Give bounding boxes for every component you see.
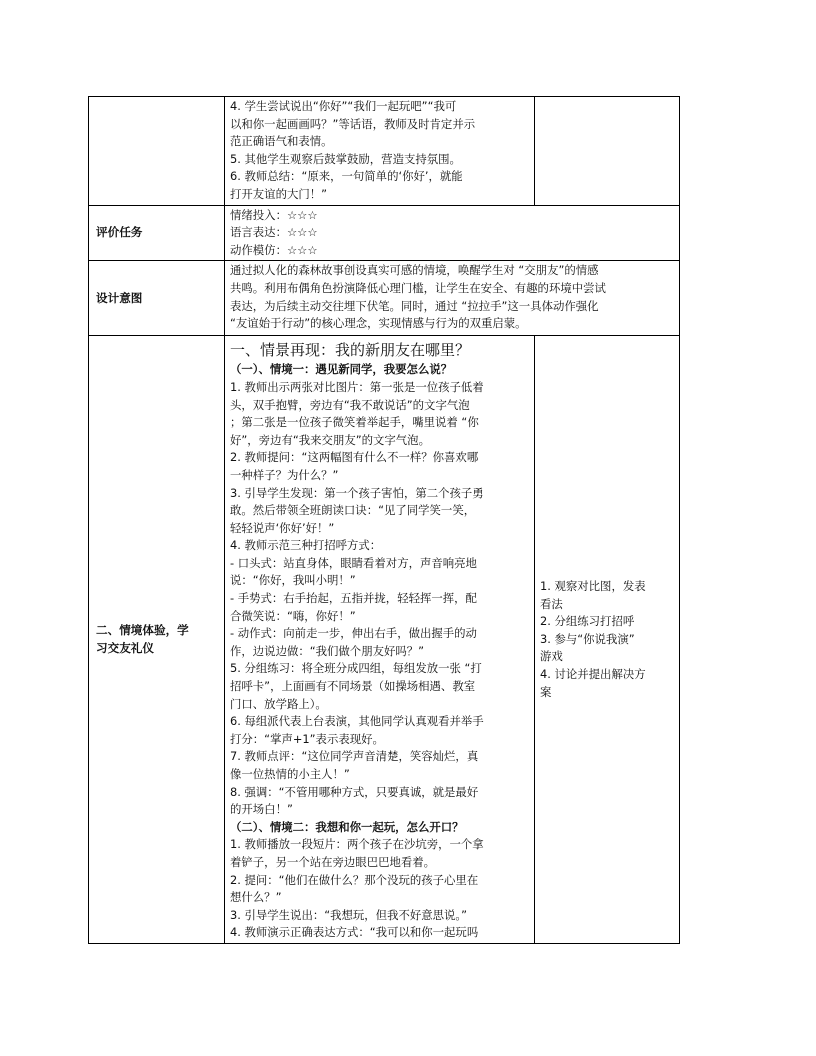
- text-line: ；第二张是一位孩子微笑着举起手，嘴里说着 “你: [230, 415, 479, 430]
- text-line: 着铲子，另一个站在旁边眼巴巴地看着。: [230, 854, 436, 869]
- activity-line: 游戏: [540, 649, 563, 664]
- activity-line: 4. 讨论并提出解决方: [540, 667, 646, 682]
- text-line: 敢。然后带领全班朗读口诀：“见了同学笑一笑，: [230, 503, 476, 518]
- text-line: 作，边说边做：“我们做个朋友好吗？”: [230, 643, 425, 658]
- text-line: 招呼卡”，上面画有不同场景（如操场相遇、教室: [230, 679, 476, 694]
- continuation-row: [89, 97, 680, 206]
- text-line: 2. 教师提问：“这两幅图有什么不一样？你喜欢哪: [230, 450, 479, 465]
- rating-line: 语言表达：☆☆☆: [230, 225, 318, 240]
- situation-experience-row: [89, 336, 680, 944]
- text-line: 3. 引导学生发现：第一个孩子害怕，第二个孩子勇: [230, 485, 484, 500]
- lesson-plan-table: [88, 96, 680, 944]
- design-intent-row: [89, 261, 680, 336]
- empty-notes-cell: [535, 97, 680, 206]
- rating-line: 动作模仿：☆☆☆: [230, 242, 318, 257]
- section-title: 一、情景再现：我的新朋友在哪里？: [230, 341, 471, 360]
- text-line: 4. 教师示范三种打招呼方式：: [230, 538, 382, 553]
- text-line: 的开场白！”: [230, 802, 293, 817]
- situation-content-cell: [225, 336, 535, 944]
- text-line: 以和你一起画画吗？”等话语，教师及时肯定并示: [230, 116, 476, 131]
- empty-label-cell: [89, 97, 225, 206]
- text-line: 6. 教师总结：“原来，一句简单的‘你好’，就能: [230, 169, 463, 184]
- text-line: 范正确语气和表情。: [230, 134, 333, 149]
- text-line: 4. 学生尝试说出“你好”“我们一起玩吧”“我可: [230, 99, 457, 113]
- text-line: 1. 教师出示两张对比图片：第一张是一位孩子低着: [230, 379, 484, 394]
- text-line: - 动作式：向前走一步，伸出右手，做出握手的动: [230, 626, 477, 641]
- text-line: 通过拟人化的森林故事创设真实可感的情境，唤醒学生对 “交朋友”的情感: [230, 263, 599, 278]
- text-line: 合微笑说：“嗨，你好！”: [230, 608, 356, 623]
- subsection-title: （一）、情境一：遇见新同学，我要怎么说？: [230, 362, 453, 377]
- label-line: 二、情境体验，学: [96, 623, 189, 638]
- student-activity-cell: [535, 336, 680, 944]
- label-line: 习交友礼仪: [96, 640, 154, 655]
- text-line: 好”，旁边有“我来交朋友”的文字气泡。: [230, 432, 430, 447]
- subsection-title: （二）、情境二：我想和你一起玩，怎么开口？: [230, 819, 464, 834]
- text-line: - 口头式：站直身体，眼睛看着对方，声音响亮地: [230, 555, 477, 570]
- text-line: 头，双手抱臂，旁边有“我不敢说话”的文字气泡: [230, 397, 470, 412]
- text-line: 轻轻说声‘你好’好！”: [230, 520, 335, 535]
- text-line: 1. 教师播放一段短片：两个孩子在沙坑旁，一个拿: [230, 837, 484, 852]
- text-line: 门口、放学路上）。: [230, 696, 327, 711]
- text-line: 4. 教师演示正确表达方式：“我可以和你一起玩吗: [230, 925, 479, 940]
- text-line: 共鸣。利用布偶角色扮演降低心理门槛，让学生在安全、有趣的环境中尝试: [230, 280, 606, 295]
- text-line: 5. 其他学生观察后鼓掌鼓励，营造支持氛围。: [230, 151, 461, 166]
- text-line: 像一位热情的小主人！”: [230, 767, 350, 781]
- text-line: 打开友谊的大门！”: [230, 186, 328, 201]
- text-line: 2. 提问：“他们在做什么？那个没玩的孩子心里在: [230, 872, 479, 887]
- activity-line: 看法: [540, 596, 563, 611]
- evaluation-content-cell: [225, 205, 680, 261]
- evaluation-row: [89, 205, 680, 261]
- situation-label-cell: [89, 336, 225, 944]
- design-intent-label: 设计意图: [89, 261, 225, 336]
- text-line: 5. 分组练习：将全班分成四组，每组发放一张 “打: [230, 661, 482, 676]
- activity-line: 2. 分组练习打招呼: [540, 614, 635, 629]
- text-line: 表达，为后续主动交往埋下伏笔。同时，通过 “拉拉手”这一具体动作强化: [230, 298, 599, 313]
- text-line: 说：“你好，我叫小明！”: [230, 573, 356, 588]
- text-line: 7. 教师点评：“这位同学声音清楚，笑容灿烂，真: [230, 749, 479, 764]
- text-line: 3. 引导学生说出：“我想玩，但我不好意思说。”: [230, 907, 468, 922]
- rating-line: 情绪投入：☆☆☆: [230, 207, 318, 222]
- text-line: 一种样子？为什么？”: [230, 467, 339, 482]
- activity-line: 案: [540, 684, 552, 699]
- text-line: 打分：“掌声+1”表示表现好。: [230, 731, 384, 746]
- activity-line: 1. 观察对比图，发表: [540, 579, 646, 594]
- text-line: 8. 强调：“不管用哪种方式，只要真诚，就是最好: [230, 784, 479, 799]
- design-intent-content-cell: [225, 261, 680, 336]
- text-line: 6. 每组派代表上台表演，其他同学认真观看并举手: [230, 714, 484, 729]
- activity-line: 3. 参与“你说我演”: [540, 631, 635, 646]
- text-line: 想什么？”: [230, 890, 282, 905]
- continuation-content-cell: [225, 97, 535, 206]
- text-line: “友谊始于行动”的核心理念，实现情感与行为的双重启蒙。: [230, 316, 527, 331]
- evaluation-label: 评价任务: [89, 205, 225, 261]
- text-line: - 手势式：右手抬起，五指并拢，轻轻挥一挥，配: [230, 591, 477, 606]
